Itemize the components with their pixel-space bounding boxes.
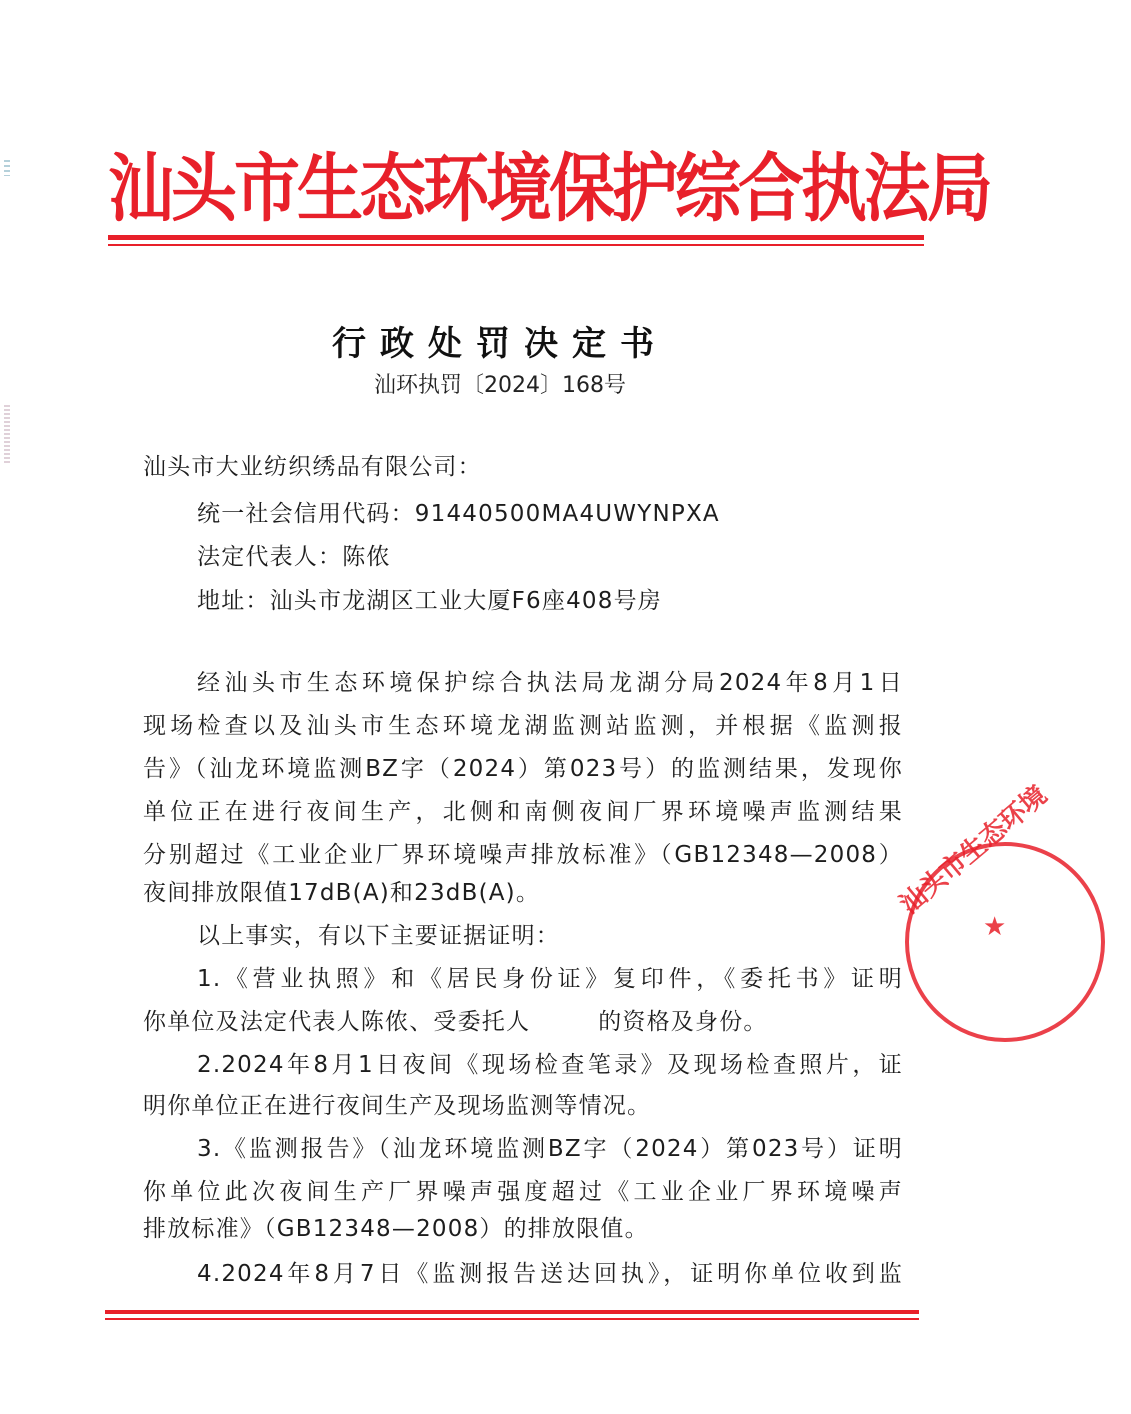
scan-artifact: [4, 160, 10, 176]
paragraph-line: 单位正在进行夜间生产，北侧和南侧夜间厂界环境噪声监测结果: [143, 799, 903, 825]
seal-star-icon: ★: [983, 912, 1007, 942]
evidence-item-line: 排放标准》（GB12348—2008）的排放限值。: [143, 1216, 649, 1242]
evidence-item-line: 4.2024年8月7日《监测报告送达回执》，证明你单位收到监: [197, 1261, 903, 1287]
seal-text: 汕头市生态环境: [894, 780, 1054, 921]
evidence-intro: 以上事实，有以下主要证据证明：: [197, 923, 560, 949]
header-rule-thick: [108, 235, 924, 240]
evidence-item-line: 明你单位正在进行夜间生产及现场监测等情况。: [143, 1093, 652, 1119]
evidence-item-line: 1.《营业执照》和《居民身份证》复印件，《委托书》证明: [197, 966, 903, 992]
paragraph-line: 分别超过《工业企业厂界环境噪声排放标准》（GB12348—2008）: [143, 842, 903, 868]
document-number: 汕环执罚〔2024〕168号: [374, 373, 626, 398]
paragraph-line: 告》（汕龙环境监测BZ字（2024）第023号）的监测结果，发现你: [143, 756, 903, 782]
footer-rule-thin: [105, 1318, 919, 1320]
footer-rule-thick: [105, 1310, 919, 1314]
evidence-item-line: 你单位此次夜间生产厂界噪声强度超过《工业企业厂界环境噪声: [143, 1179, 903, 1205]
evidence-text: 的资格及身份。: [598, 1009, 768, 1035]
scan-artifact: [4, 405, 10, 463]
party-name: 汕头市大业纺织绣品有限公司：: [143, 454, 482, 480]
legal-representative: 法定代表人：陈侬: [197, 544, 391, 570]
evidence-item-line: 3.《监测报告》（汕龙环境监测BZ字（2024）第023号）证明: [197, 1136, 903, 1162]
evidence-text: 你单位及法定代表人陈侬、受委托人: [143, 1009, 531, 1035]
agency-header: 汕头市生态环境保护综合执法局: [108, 144, 990, 233]
redaction-box: [530, 1013, 598, 1033]
paragraph-line: 经汕头市生态环境保护综合执法局龙湖分局2024年8月1日: [197, 670, 903, 696]
credit-code: 统一社会信用代码：91440500MA4UWYNPXA: [197, 501, 720, 527]
address: 地址：汕头市龙湖区工业大厦F6座408号房: [197, 588, 662, 614]
paragraph-line: 现场检查以及汕头市生态环境龙湖监测站监测，并根据《监测报: [143, 713, 903, 739]
evidence-item-line: [143, 1007, 903, 1037]
paragraph-line: 夜间排放限值17dB(A)和23dB(A)。: [143, 880, 541, 906]
evidence-item-line: 2.2024年8月1日夜间《现场检查笔录》及现场检查照片，证: [197, 1052, 903, 1078]
document-title: 行政处罚决定书: [332, 324, 668, 364]
header-rule-thin: [108, 244, 924, 246]
